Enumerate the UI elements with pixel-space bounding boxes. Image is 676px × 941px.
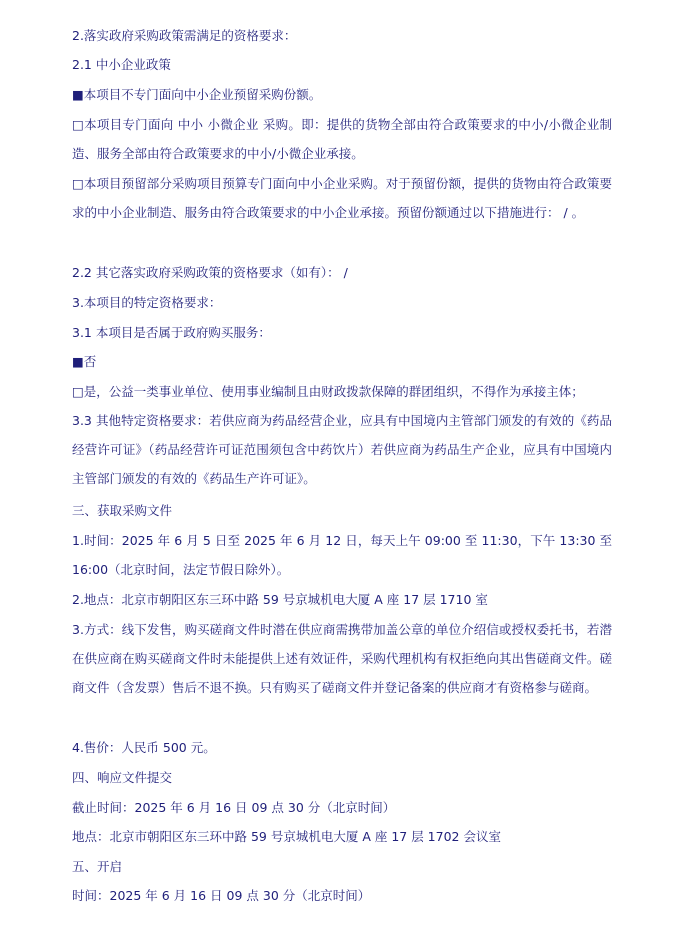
paragraph-sme-dedicated: □本项目专门面向 中小 小微企业 采购。即：提供的货物全部由符合政策要求的中小/小微企业制造、服务全部由符合政策要求的中小/小微企业承接。 xyxy=(72,117,612,161)
section-heading-response-submission: 四、响应文件提交 xyxy=(72,770,173,785)
paragraph-opening-time: 时间：2025 年 6 月 16 日 09 点 30 分（北京时间） xyxy=(72,888,371,903)
paragraph-policy-requirements-heading: 2.落实政府采购政策需满足的资格要求： xyxy=(72,28,297,43)
paragraph-obtain-time: 1.时间：2025 年 6 月 5 日至 2025 年 6 月 12 日，每天上午 09:00 至 11:30，下午 13:30 至 16:00（北京时间，法定节假日除外）。 xyxy=(72,533,612,577)
paragraph-sme-not-reserved: ■本项目不专门面向中小企业预留采购份额。 xyxy=(72,87,322,102)
paragraph-obtain-method: 3.方式：线下发售，购买磋商文件时潜在供应商需携带加盖公章的单位介绍信或授权委托书，若潜在供应商在购买磋商文件时未能提供上述有效证件，采购代理机构有权拒绝向其出售磋商文件。磋商文件（含发票）售后不退不换。只有购买了磋商文件并登记备案的供应商才有资格参与磋商。 xyxy=(72,622,612,695)
paragraph-sme-policy-heading: 2.1 中小企业政策 xyxy=(72,57,171,72)
paragraph-specific-requirements-heading: 3.本项目的特定资格要求： xyxy=(72,295,222,310)
section-heading-obtain-documents: 三、获取采购文件 xyxy=(72,503,173,518)
paragraph-government-purchase-question: 3.1 本项目是否属于政府购买服务： xyxy=(72,325,271,340)
paragraph-option-no: ■否 xyxy=(72,354,97,369)
paragraph-other-specific-requirements: 3.3 其他特定资格要求：若供应商为药品经营企业，应具有中国境内主管部门颁发的有效的《药品经营许可证》（药品经营许可证范围须包含中药饮片）若供应商为药品生产企业，应具有中国境内主管部门颁发的有效的《药品生产许可证》。 xyxy=(72,413,612,486)
section-heading-opening: 五、开启 xyxy=(72,859,123,874)
paragraph-obtain-location: 2.地点：北京市朝阳区东三环中路 59 号京城机电大厦 A 座 17 层 1710 室 xyxy=(72,592,488,607)
paragraph-sme-partial-reserved: □本项目预留部分采购项目预算专门面向中小企业采购。对于预留份额，提供的货物由符合政策要求的中小企业制造、服务由符合政策要求的中小企业承接。预留份额通过以下措施进行： / 。 xyxy=(72,176,612,220)
paragraph-option-yes: □是，公益一类事业单位、使用事业编制且由财政拨款保障的群团组织，不得作为承接主体； xyxy=(72,384,584,399)
paragraph-other-policy-requirements: 2.2 其它落实政府采购政策的资格要求（如有）： / xyxy=(72,265,348,280)
paragraph-submission-location: 地点：北京市朝阳区东三环中路 59 号京城机电大厦 A 座 17 层 1702 会议室 xyxy=(72,829,501,844)
paragraph-submission-deadline: 截止时间：2025 年 6 月 16 日 09 点 30 分（北京时间） xyxy=(72,800,396,815)
paragraph-price: 4.售价：人民币 500 元。 xyxy=(72,740,216,755)
